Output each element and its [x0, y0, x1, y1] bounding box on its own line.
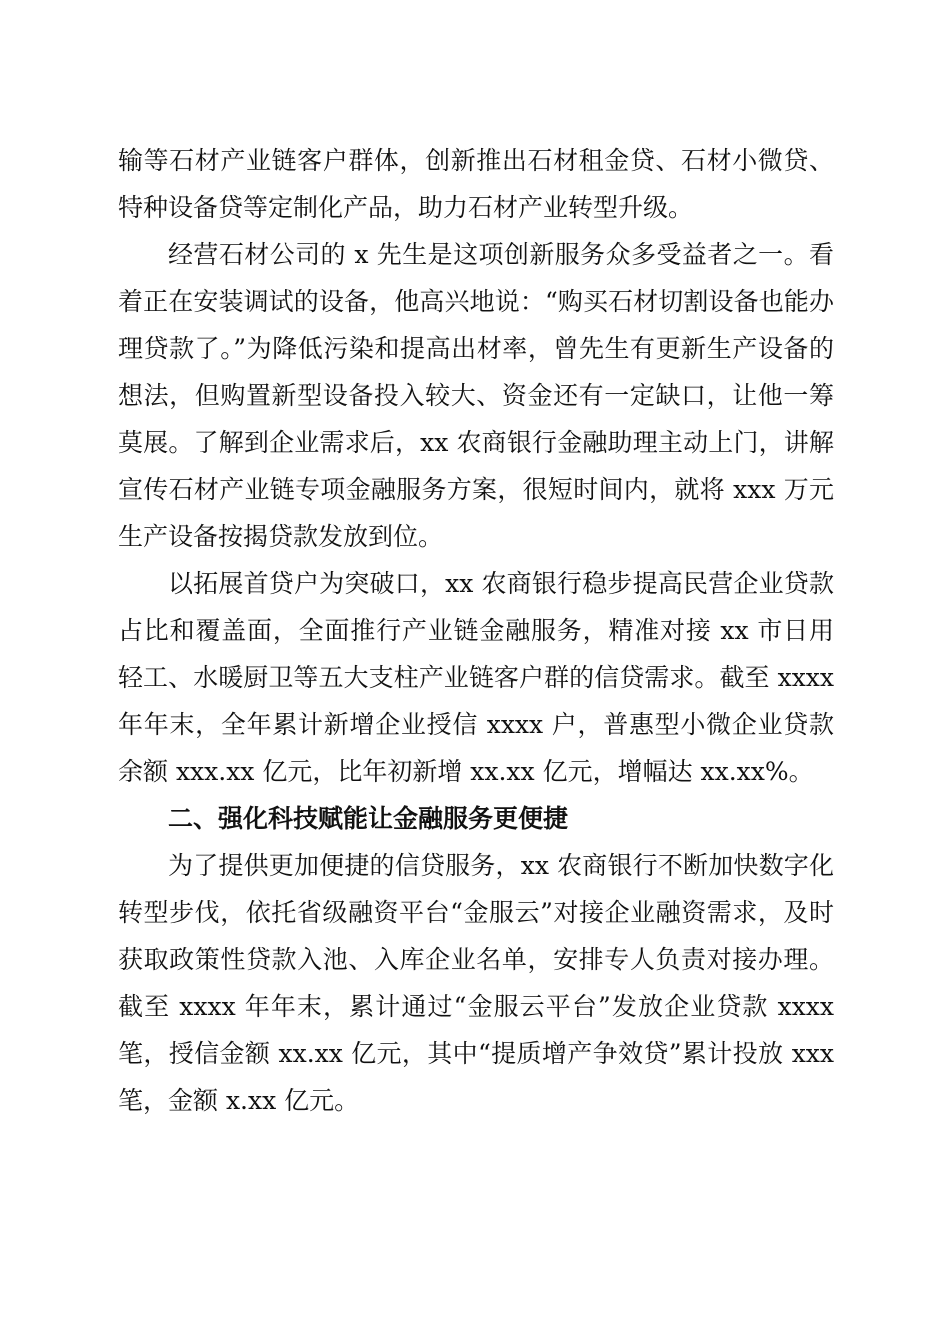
document-body: [118, 137, 834, 1124]
paragraph-digital-service: 为了提供更加便捷的信贷服务，xx 农商银行不断加快数字化转型步伐，依托省级融资平台“金服云”对接企业融资需求，及时获取政策性贷款入池、入库企业名单，安排专人负责对接办理。截至 xxxx 年年末，累计通过“金服云平台”发放企业贷款 xxxx 笔，授信金额 xx.xx 亿元，其中“提质增产争效贷”累计投放 xxx 笔，金额 x.xx 亿元。: [118, 851, 834, 1115]
section-heading: 二、强化科技赋能让金融服务更便捷: [168, 804, 569, 833]
paragraph-first-loan: 以拓展首贷户为突破口，xx 农商银行稳步提高民营企业贷款占比和覆盖面，全面推行产业链金融服务，精准对接 xx 市日用轻工、水暖厨卫等五大支柱产业链客户群的信贷需求。截至 xxxx 年年末，全年累计新增企业授信 xxxx 户，普惠型小微企业贷款余额 xxx.xx 亿元，比年初新增 xx.xx 亿元，增幅达 xx.xx%。: [118, 569, 834, 786]
paragraph-case-story: 经营石材公司的 x 先生是这项创新服务众多受益者之一。看着正在安装调试的设备，他高兴地说：“购买石材切割设备也能办理贷款了。”为降低污染和提高出材率，曾先生有更新生产设备的想法，但购置新型设备投入较大、资金还有一定缺口，让他一筹莫展。了解到企业需求后，xx 农商银行金融助理主动上门，讲解宣传石材产业链专项金融服务方案，很短时间内，就将 xxx 万元生产设备按揭贷款发放到位。: [118, 240, 834, 551]
paragraph-continuation: 输等石材产业链客户群体，创新推出石材租金贷、石材小微贷、特种设备贷等定制化产品，助力石材产业转型升级。: [118, 146, 834, 222]
